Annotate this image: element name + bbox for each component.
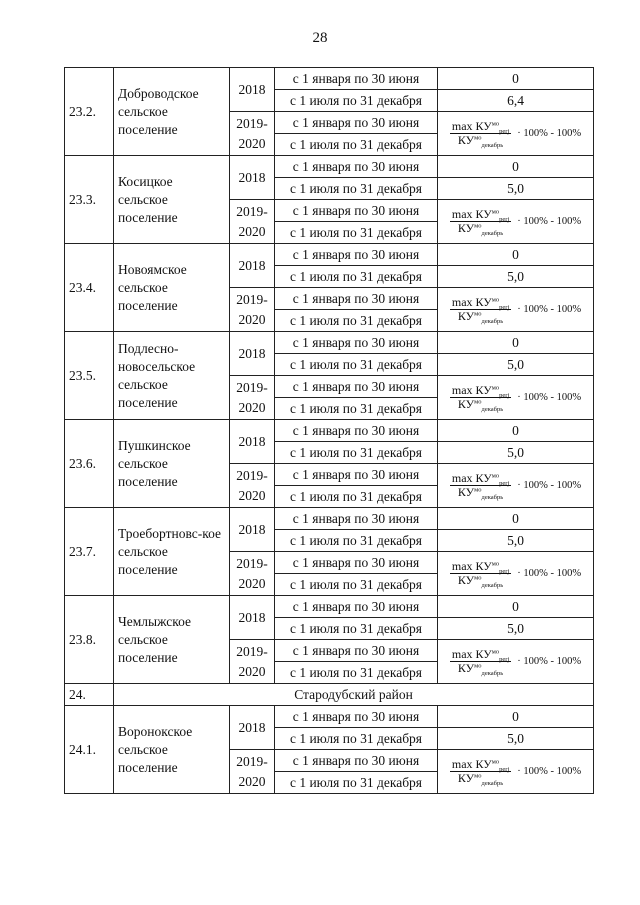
year-2019-2020 [230,200,275,244]
period-second-half: с 1 июля по 31 декабря [275,530,438,552]
year-2018: 2018 [230,156,275,200]
year-2020: 2020 [238,575,266,591]
tariff-formula [442,382,589,414]
formula-fraction: $\frac{\max КУ^{мо}_{реrj}}{КУ^{мо}_{декабрь}}$ [451,558,510,590]
value-first-half: 0 [438,596,594,618]
year-2018: 2018 [230,706,275,750]
period-second-half: с 1 июля по 31 декабря [275,486,438,508]
row-number: 23.2. [65,68,114,156]
year-2019-2020 [230,376,275,420]
year-2019-2020 [230,112,275,156]
period-second-half: с 1 июля по 31 декабря [275,728,438,750]
period-first-half: с 1 января по 30 июня [275,112,438,134]
year-2020: 2020 [238,223,266,239]
period-first-half: с 1 января по 30 июня [275,750,438,772]
tariff-row [65,508,594,530]
page-number: 28 [312,30,328,46]
formula-cell [438,552,594,596]
tariff-formula [442,118,589,150]
year-2019-2020 [230,750,275,794]
period-second-half: с 1 июля по 31 декабря [275,222,438,244]
year-2020: 2020 [238,487,266,503]
period-second-half: с 1 июля по 31 декабря [275,266,438,288]
period-second-half: с 1 июля по 31 декабря [275,398,438,420]
row-number: 23.7. [65,508,114,596]
period-second-half: с 1 июля по 31 декабря [275,772,438,794]
formula-cell [438,640,594,684]
value-second-half: 5,0 [438,354,594,376]
year-2020: 2020 [238,399,266,415]
row-number: 23.3. [65,156,114,244]
tariff-row [65,706,594,728]
year-2020: 2020 [238,135,266,151]
row-number: 23.6. [65,420,114,508]
year-2018: 2018 [230,596,275,640]
settlement-name: Новоямское сельское поселение [114,244,230,332]
period-second-half: с 1 июля по 31 декабря [275,178,438,200]
period-second-half: с 1 июля по 31 декабря [275,574,438,596]
value-first-half: 0 [438,706,594,728]
formula-fraction: $\frac{\max КУ^{мо}_{реrj}}{КУ^{мо}_{декабрь}}$ [451,382,510,414]
tariff-row [65,420,594,442]
period-first-half: с 1 января по 30 июня [275,376,438,398]
year-2018: 2018 [230,420,275,464]
district-row [65,684,594,706]
tariff-formula [442,470,589,502]
year-2019: 2019- [236,379,268,395]
settlement-name: Воронокское сельское поселение [114,706,230,794]
row-number: 23.8. [65,596,114,684]
tariff-formula [442,558,589,590]
formula-rest: · 100% - 100% [517,303,582,315]
period-second-half: с 1 июля по 31 декабря [275,310,438,332]
year-2019: 2019- [236,467,268,483]
formula-fraction: $\frac{\max КУ^{мо}_{реrj}}{КУ^{мо}_{декабрь}}$ [451,470,510,502]
row-number: 24.1. [65,706,114,794]
year-2019: 2019- [236,203,268,219]
formula-rest: · 100% - 100% [517,127,582,139]
tariff-formula [442,294,589,326]
settlement-name: Пушкинское сельское поселение [114,420,230,508]
tariff-table [64,67,594,794]
year-2018: 2018 [230,68,275,112]
row-number: 23.5. [65,332,114,420]
year-2019-2020 [230,288,275,332]
tariff-row [65,68,594,90]
value-second-half: 5,0 [438,442,594,464]
tariff-formula [442,756,589,788]
period-first-half: с 1 января по 30 июня [275,244,438,266]
period-first-half: с 1 января по 30 июня [275,420,438,442]
formula-rest: · 100% - 100% [517,567,582,579]
period-first-half: с 1 января по 30 июня [275,464,438,486]
formula-rest: · 100% - 100% [517,655,582,667]
settlement-name: Доброводское сельское поселение [114,68,230,156]
formula-cell [438,112,594,156]
value-second-half: 5,0 [438,618,594,640]
value-first-half: 0 [438,244,594,266]
year-2019: 2019- [236,291,268,307]
formula-cell [438,464,594,508]
period-first-half: с 1 января по 30 июня [275,640,438,662]
period-second-half: с 1 июля по 31 декабря [275,134,438,156]
period-second-half: с 1 июля по 31 декабря [275,442,438,464]
tariff-row [65,156,594,178]
period-first-half: с 1 января по 30 июня [275,596,438,618]
year-2019: 2019- [236,115,268,131]
formula-rest: · 100% - 100% [517,479,582,491]
year-2020: 2020 [238,773,266,789]
year-2019: 2019- [236,753,268,769]
formula-rest: · 100% - 100% [517,215,582,227]
formula-cell [438,750,594,794]
tariff-formula [442,646,589,678]
row-number: 23.4. [65,244,114,332]
period-second-half: с 1 июля по 31 декабря [275,662,438,684]
period-first-half: с 1 января по 30 июня [275,156,438,178]
year-2018: 2018 [230,244,275,288]
district-number: 24. [65,684,114,706]
value-second-half: 5,0 [438,728,594,750]
settlement-name: Подлесно-новосельское сельское поселение [114,332,230,420]
value-first-half: 0 [438,68,594,90]
formula-fraction: $\frac{\max КУ^{мо}_{реrj}}{КУ^{мо}_{декабрь}}$ [451,206,510,238]
formula-fraction: $\frac{\max КУ^{мо}_{реrj}}{КУ^{мо}_{декабрь}}$ [451,118,510,150]
formula-fraction: $\frac{\max КУ^{мо}_{реrj}}{КУ^{мо}_{декабрь}}$ [451,646,510,678]
value-second-half: 5,0 [438,266,594,288]
year-2020: 2020 [238,311,266,327]
period-first-half: с 1 января по 30 июня [275,332,438,354]
value-first-half: 0 [438,420,594,442]
formula-fraction: $\frac{\max КУ^{мо}_{реrj}}{КУ^{мо}_{декабрь}}$ [451,294,510,326]
value-first-half: 0 [438,332,594,354]
settlement-name: Троебортновс-кое сельское поселение [114,508,230,596]
year-2019-2020 [230,552,275,596]
period-first-half: с 1 января по 30 июня [275,68,438,90]
period-first-half: с 1 января по 30 июня [275,508,438,530]
year-2020: 2020 [238,663,266,679]
year-2018: 2018 [230,508,275,552]
year-2019-2020 [230,464,275,508]
year-2019-2020 [230,640,275,684]
period-first-half: с 1 января по 30 июня [275,706,438,728]
value-second-half: 5,0 [438,178,594,200]
value-first-half: 0 [438,156,594,178]
value-second-half: 6,4 [438,90,594,112]
year-2019: 2019- [236,643,268,659]
tariff-row [65,596,594,618]
tariff-row [65,244,594,266]
period-second-half: с 1 июля по 31 декабря [275,354,438,376]
formula-cell [438,200,594,244]
formula-cell [438,376,594,420]
formula-rest: · 100% - 100% [517,391,582,403]
year-2019: 2019- [236,555,268,571]
period-first-half: с 1 января по 30 июня [275,200,438,222]
district-name: Стародубский район [114,684,594,706]
formula-rest: · 100% - 100% [517,765,582,777]
period-second-half: с 1 июля по 31 декабря [275,90,438,112]
value-first-half: 0 [438,508,594,530]
year-2018: 2018 [230,332,275,376]
settlement-name: Чемлыжское сельское поселение [114,596,230,684]
tariff-row [65,332,594,354]
formula-fraction: $\frac{\max КУ^{мо}_{реrj}}{КУ^{мо}_{декабрь}}$ [451,756,510,788]
value-second-half: 5,0 [438,530,594,552]
tariff-formula [442,206,589,238]
period-first-half: с 1 января по 30 июня [275,288,438,310]
formula-cell [438,288,594,332]
period-first-half: с 1 января по 30 июня [275,552,438,574]
settlement-name: Косицкое сельское поселение [114,156,230,244]
period-second-half: с 1 июля по 31 декабря [275,618,438,640]
